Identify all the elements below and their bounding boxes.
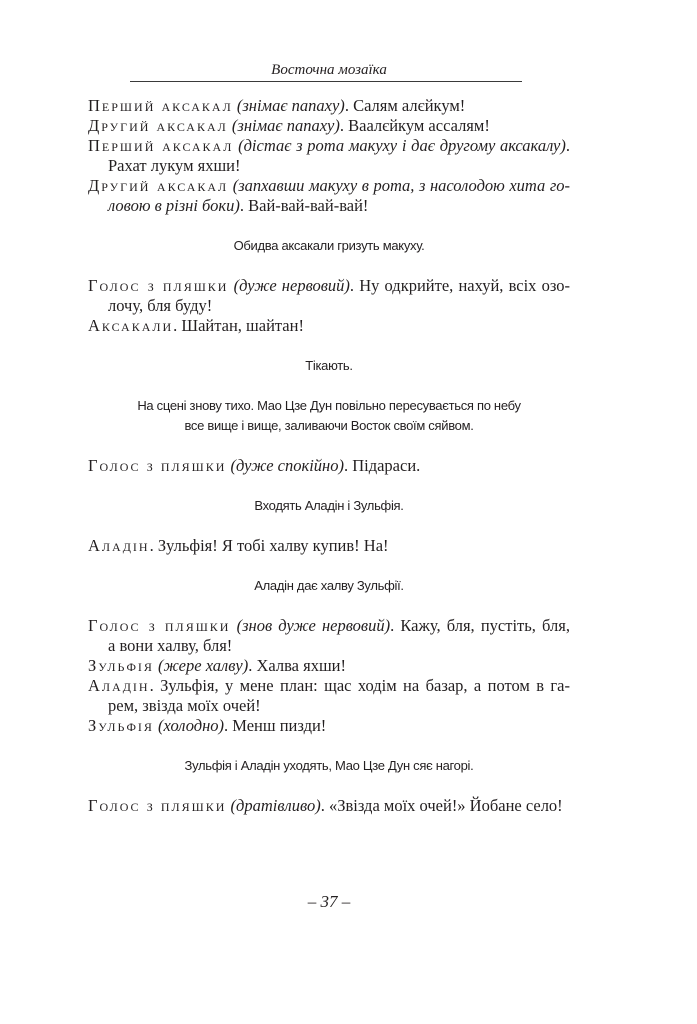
replica <box>88 176 570 216</box>
stage-direction-line: Входять Аладін і Зульфія. <box>254 498 404 513</box>
speaker-name: Голос з пляшки <box>88 796 227 815</box>
speech-text: . Ну одкрийте, нахуй, всіх озо- <box>349 276 571 295</box>
speech-text: . Халва яхши! <box>248 656 346 675</box>
speech-text: . Підараси. <box>343 456 421 475</box>
speaker-name: Другий аксакал <box>88 176 229 195</box>
speaker-name: Голос з пляшки <box>88 456 227 475</box>
replica-line <box>88 796 570 816</box>
speaker-name: Перший аксакал <box>88 96 233 115</box>
stage-remark: (дістає з рота макуху і дає другому аксакалу) <box>238 136 566 155</box>
speaker-name: Зульфія <box>88 656 154 675</box>
stage-direction-line: Обидва аксакали гризуть макуху. <box>233 238 425 253</box>
replica-line <box>88 536 570 556</box>
replica <box>88 96 570 116</box>
speech-text: рем, звізда моїх очей! <box>108 696 261 715</box>
stage-remark: (дуже спокійно) <box>230 456 344 475</box>
speech-text: . Вай-вай-вай-вай! <box>239 196 369 215</box>
replica <box>88 616 570 656</box>
stage-remark: (дратівливо) <box>230 796 321 815</box>
stage-direction-line: На сцені знову тихо. Мао Цзе Дун повільно пересувається по небу <box>137 398 521 413</box>
replica-line <box>88 276 570 296</box>
speaker-name: Аксакали <box>88 316 174 335</box>
replica-line <box>88 156 570 176</box>
replica <box>88 676 570 716</box>
stage-remark: (дуже нервовий) <box>233 276 350 295</box>
replica-line <box>88 656 570 676</box>
stage-direction <box>88 496 570 516</box>
replica <box>88 276 570 316</box>
speaker-name: Зульфія <box>88 716 154 735</box>
replica-line <box>88 696 570 716</box>
replica <box>88 116 570 136</box>
stage-direction <box>88 356 570 376</box>
replica-line <box>88 716 570 736</box>
replica <box>88 796 570 816</box>
speaker-name: Аладін <box>88 536 150 555</box>
replica <box>88 716 570 736</box>
stage-remark: (холодно) <box>158 716 224 735</box>
replica <box>88 536 570 556</box>
speech-text: . Кажу, бля, пустіть, бля, <box>390 616 570 635</box>
page-number: – 37 – <box>307 892 351 911</box>
header-rule <box>130 81 522 82</box>
stage-direction-line: Зульфія і Аладін уходять, Мао Цзе Дун сяє нагорі. <box>184 758 474 773</box>
speech-text: . Ваалєйкум ассалям! <box>339 116 490 135</box>
stage-remark: ловою в різні боки) <box>108 196 240 215</box>
speech-text: лочу, бля буду! <box>108 296 213 315</box>
speaker-name: Аладін <box>88 676 150 695</box>
stage-direction <box>88 236 570 256</box>
replica-line <box>88 96 570 116</box>
speech-text: Рахат лукум яхши! <box>108 156 241 175</box>
replica <box>88 316 570 336</box>
replica-line <box>88 136 570 156</box>
speech-text: . «Звізда моїх очей!» Йобане село! <box>320 796 563 815</box>
stage-remark: (знімає папаху) <box>231 116 340 135</box>
replica <box>88 656 570 676</box>
replica-line <box>88 636 570 656</box>
stage-direction-line: все вище і вище, заливаючи Восток своїм сяйвом. <box>184 418 474 433</box>
speech-text: . Салям алєйкум! <box>344 96 466 115</box>
stage-direction-line: Тікають. <box>305 358 353 373</box>
running-head: Восточна мозаїка <box>271 62 387 78</box>
stage-remark: (жере халву) <box>158 656 249 675</box>
stage-direction <box>88 756 570 776</box>
speaker-name: Перший аксакал <box>88 136 234 155</box>
replica-line <box>88 116 570 136</box>
speech-text: . Менш пизди! <box>224 716 327 735</box>
stage-remark: (знімає папаху) <box>236 96 345 115</box>
speech-text: . Шайтан, шайтан! <box>173 316 304 335</box>
replica-line <box>88 676 570 696</box>
stage-direction <box>88 396 570 436</box>
replica-line <box>88 296 570 316</box>
replica-line <box>88 456 570 476</box>
stage-direction-line: Аладін дає халву Зульфії. <box>254 578 404 593</box>
replica-line <box>88 196 570 216</box>
replica-line <box>88 176 570 196</box>
speaker-name: Голос з пляшки <box>88 276 229 295</box>
replica-line <box>88 316 570 336</box>
replica-line <box>88 616 570 636</box>
speech-text: а вони халву, бля! <box>108 636 233 655</box>
speech-text: . Зульфія, у мене план: щас ходім на базар, а потом в га- <box>149 676 570 695</box>
stage-remark: (запхавши макуху в рота, з насолодою хита го- <box>232 176 571 195</box>
stage-remark: (знов дуже нервовий) <box>236 616 391 635</box>
replica <box>88 456 570 476</box>
replica <box>88 136 570 176</box>
speaker-name: Другий аксакал <box>88 116 228 135</box>
speech-text: . <box>565 136 571 155</box>
speech-text: . Зульфія! Я тобі халву купив! На! <box>149 536 389 555</box>
speaker-name: Голос з пляшки <box>88 616 231 635</box>
stage-direction <box>88 576 570 596</box>
play-text <box>88 96 570 816</box>
